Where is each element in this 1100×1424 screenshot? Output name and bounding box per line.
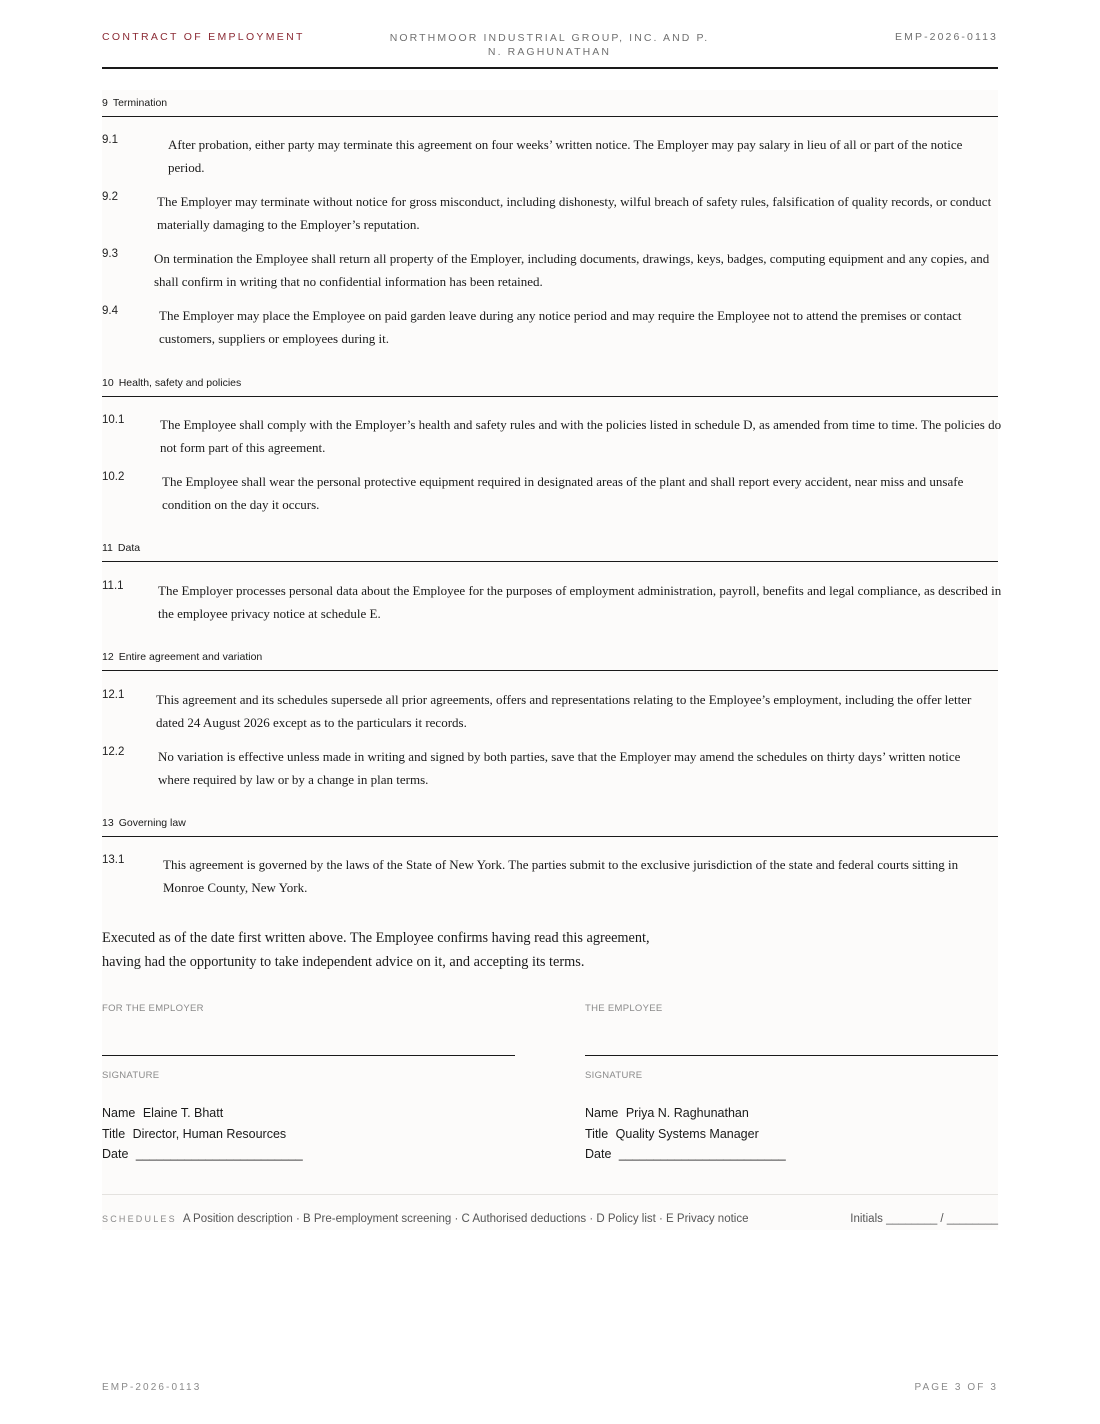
section-title: Health, safety and policies — [118, 377, 242, 389]
employer-details — [102, 1103, 303, 1165]
employer-heading: FOR THE EMPLOYER — [102, 1003, 204, 1014]
clause-text: The Employer may terminate without notice for gross misconduct, including dishonesty, wilful breach of safety rules, falsification of quality records, or conduct materially damaging to the Employer’s reputation. — [157, 194, 992, 232]
section-heading-health-safety — [102, 376, 998, 397]
clause-text: The Employee shall wear the personal protective equipment required in designated areas of the plant and shall report every accident, near miss and unsafe condition on the day it occurs. — [162, 474, 964, 512]
section-title: Governing law — [118, 817, 186, 829]
clause-text: The Employer may place the Employee on paid garden leave during any notice period and may require the Employee not to attend the premises or contact customers, suppliers or employees during it. — [159, 308, 962, 346]
employee-heading: THE EMPLOYEE — [585, 1003, 663, 1014]
employee-date-field[interactable]: ________________________ — [618, 1147, 786, 1161]
parties-label: NORTHMOOR INDUSTRIAL GROUP, INC. AND P. N. RAGHUNATHAN — [389, 32, 710, 58]
section-heading-governing-law — [102, 816, 998, 837]
section-number: 9 — [102, 97, 108, 109]
clause-number: 11.1 — [102, 580, 124, 592]
clause-number: 9.1 — [102, 134, 118, 146]
clause-text: The Employer processes personal data about the Employee for the purposes of employment administration, payroll, benefits and legal compliance, as described in the employee privacy notice at schedule E. — [158, 583, 1002, 621]
section-heading-data — [102, 541, 998, 562]
employer-signature-label: SIGNATURE — [102, 1070, 160, 1081]
date-key: Date — [585, 1147, 612, 1161]
schedules-label: SCHEDULES — [102, 1214, 177, 1224]
clause-number: 13.1 — [102, 854, 125, 866]
clause-text: This agreement is governed by the laws of the State of New York. The parties submit to the exclusive jurisdiction of the state and federal courts sitting in Monroe County, New York. — [163, 857, 959, 895]
employee-signature-line[interactable] — [585, 1055, 998, 1056]
schedules-text: A Position description · B Pre-employment screening · C Authorised deductions · D Policy list · E Privacy notice — [182, 1213, 749, 1225]
page-number: PAGE 3 OF 3 — [914, 1382, 998, 1393]
section-number: 11 — [102, 542, 113, 554]
clause-text: On termination the Employee shall return all property of the Employer, including documents, drawings, keys, badges, computing equipment and any copies, and shall confirm in writing that no confidential information has been retained. — [154, 251, 990, 289]
clause-text: This agreement and its schedules supersede all prior agreements, offers and representations relating to the Employee’s employment, including the offer letter dated 24 August 2026 except as to the particulars it records. — [156, 692, 972, 730]
schedules-divider — [102, 1194, 998, 1195]
clause-text: After probation, either party may terminate this agreement on four weeks’ written notice. The Employer may pay salary in lieu of all or part of the notice period. — [168, 137, 963, 175]
execution-statement: Executed as of the date first written above. The Employee confirms having read this agreement, having had the opportunity to take independent advice on it, and accepting its terms. — [102, 930, 650, 970]
employer-signature-line[interactable] — [102, 1055, 515, 1056]
section-title: Data — [117, 542, 141, 554]
section-number: 13 — [102, 817, 114, 829]
section-number: 10 — [102, 377, 114, 389]
employee-details — [585, 1103, 786, 1165]
schedules-list — [102, 1213, 748, 1225]
clause-text: No variation is effective unless made in writing and signed by both parties, save that the Employer may amend the schedules on thirty days’ written notice where required by law or by a change in plan terms. — [158, 749, 961, 787]
section-title: Termination — [112, 97, 168, 109]
clause-number: 9.2 — [102, 191, 118, 203]
employer-title: Director, Human Resources — [132, 1126, 287, 1141]
initials-field[interactable]: Initials ________ / ________ — [850, 1213, 998, 1225]
name-key: Name — [585, 1106, 619, 1120]
name-key: Name — [102, 1106, 136, 1120]
document-type-label: CONTRACT OF EMPLOYMENT — [102, 31, 305, 43]
footer-reference: EMP-2026-0113 — [102, 1382, 202, 1393]
clause-number: 12.1 — [102, 689, 125, 701]
section-heading-entire-agreement — [102, 650, 998, 671]
clause-number: 10.2 — [102, 471, 125, 483]
clause-number: 9.4 — [102, 305, 118, 317]
section-title: Entire agreement and variation — [118, 651, 263, 663]
employee-signature-label: SIGNATURE — [585, 1070, 643, 1081]
clause-number: 9.3 — [102, 248, 118, 260]
title-key: Title — [102, 1126, 126, 1141]
date-key: Date — [102, 1147, 129, 1161]
employer-name: Elaine T. Bhatt — [142, 1106, 224, 1120]
employee-name: Priya N. Raghunathan — [625, 1106, 749, 1120]
clause-text: The Employee shall comply with the Employer’s health and safety rules and with the policies listed in schedule D, as amended from time to time. The policies do not form part of this agreement. — [160, 417, 1002, 455]
running-header — [102, 29, 998, 69]
section-number: 12 — [102, 651, 114, 663]
section-heading-termination — [102, 96, 998, 117]
employer-date-field[interactable]: ________________________ — [135, 1147, 303, 1161]
document-reference: EMP-2026-0113 — [895, 31, 998, 43]
clause-number: 12.2 — [102, 746, 125, 758]
employee-title: Quality Systems Manager — [615, 1126, 759, 1141]
title-key: Title — [585, 1126, 609, 1141]
clause-number: 10.1 — [102, 414, 125, 426]
